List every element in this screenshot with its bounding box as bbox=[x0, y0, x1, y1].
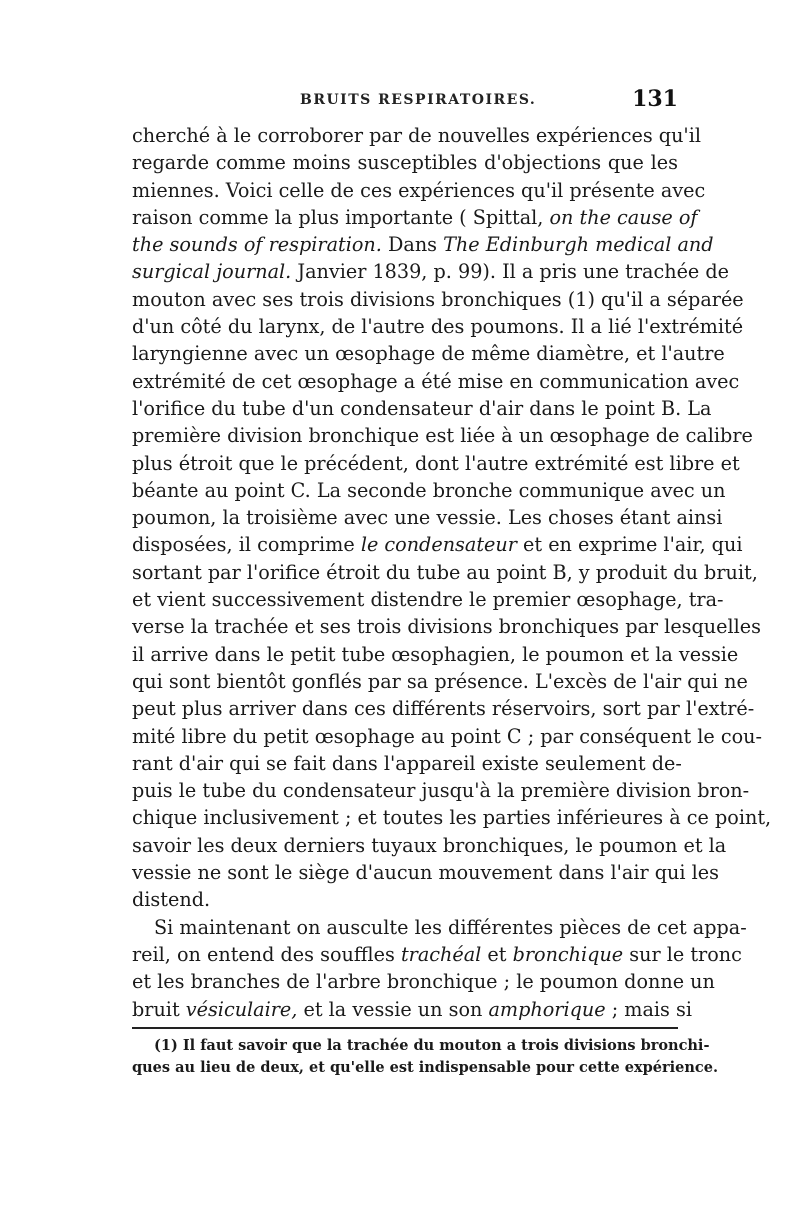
footnote-line: (1) Il faut savoir que la trachée du mouton a trois divisions bronchi- bbox=[154, 1036, 710, 1054]
text-line: peut plus arriver dans ces différents réservoirs, sort par l'extré- bbox=[132, 697, 755, 721]
text-line: poumon, la troisième avec une vessie. Les choses étant ainsi bbox=[132, 506, 723, 530]
text-line: et vient successivement distendre le premier œsophage, tra- bbox=[132, 588, 724, 612]
text-line: extrémité de cet œsophage a été mise en communication avec bbox=[132, 369, 740, 393]
text-line: reil, on entend des souffles trachéal et bronchique sur le tronc bbox=[132, 942, 742, 966]
text-line: rant d'air qui se fait dans l'appareil existe seulement de- bbox=[132, 751, 682, 775]
running-title: BRUITS RESPIRATOIRES. bbox=[300, 92, 537, 108]
text-line: chique inclusivement ; et toutes les parties inférieures à ce point, bbox=[132, 806, 772, 830]
text-line: béante au point C. La seconde bronche communique avec un bbox=[132, 478, 726, 502]
text-line: sortant par l'orifice étroit du tube au point B, y produit du bruit, bbox=[132, 560, 758, 584]
footnote-line: ques au lieu de deux, et qu'elle est indispensable pour cette expérience. bbox=[132, 1058, 718, 1076]
text-line: d'un côté du larynx, de l'autre des poumons. Il a lié l'extrémité bbox=[132, 315, 744, 339]
page-header bbox=[132, 88, 678, 122]
text-line: mouton avec ses trois divisions bronchiques (1) qu'il a séparée bbox=[132, 287, 744, 311]
text-line: disposées, il comprime le condensateur et en exprime l'air, qui bbox=[132, 533, 743, 557]
text-line: savoir les deux derniers tuyaux bronchiques, le poumon et la bbox=[132, 833, 727, 857]
text-line: raison comme la plus importante ( Spittal, on the cause of bbox=[132, 205, 698, 229]
text-line: et les branches de l'arbre bronchique ; le poumon donne un bbox=[132, 970, 715, 994]
text-line: il arrive dans le petit tube œsophagien, le poumon et la vessie bbox=[132, 642, 739, 666]
text-line: première division bronchique est liée à un œsophage de calibre bbox=[132, 424, 753, 448]
text-line: bruit vésiculaire, et la vessie un son amphorique ; mais si bbox=[132, 997, 692, 1021]
text-line: distend. bbox=[132, 888, 211, 912]
page-number: 131 bbox=[632, 86, 678, 112]
text-line: mité libre du petit œsophage au point C ; par conséquent le cou- bbox=[132, 724, 763, 748]
text-line: miennes. Voici celle de ces expériences qu'il présente avec bbox=[132, 178, 706, 202]
text-line: verse la trachée et ses trois divisions bronchiques par lesquelles bbox=[132, 615, 761, 639]
text-line: puis le tube du condensateur jusqu'à la première division bron- bbox=[132, 779, 750, 803]
text-line: the sounds of respiration. Dans The Edinburgh medical and bbox=[132, 233, 714, 257]
footnote bbox=[132, 1035, 718, 1079]
text-line: plus étroit que le précédent, dont l'autre extrémité est libre et bbox=[132, 451, 740, 475]
text-line: vessie ne sont le siège d'aucun mouvement dans l'air qui les bbox=[132, 861, 719, 885]
text-line: qui sont bientôt gonflés par sa présence. L'excès de l'air qui ne bbox=[132, 669, 748, 693]
text-line: laryngienne avec un œsophage de même diamètre, et l'autre bbox=[132, 342, 725, 366]
text-line: surgical journal. Janvier 1839, p. 99). Il a pris une trachée de bbox=[132, 260, 730, 284]
body-text bbox=[132, 122, 772, 1023]
text-line: cherché à le corroborer par de nouvelles expériences qu'il bbox=[132, 124, 701, 147]
text-line: regarde comme moins susceptibles d'objections que les bbox=[132, 151, 678, 175]
footnote-divider bbox=[132, 1027, 678, 1029]
text-line: Si maintenant on ausculte les différentes pièces de cet appa- bbox=[154, 915, 747, 939]
text-line: l'orifice du tube d'un condensateur d'air dans le point B. La bbox=[132, 396, 712, 420]
book-page bbox=[132, 86, 772, 1079]
